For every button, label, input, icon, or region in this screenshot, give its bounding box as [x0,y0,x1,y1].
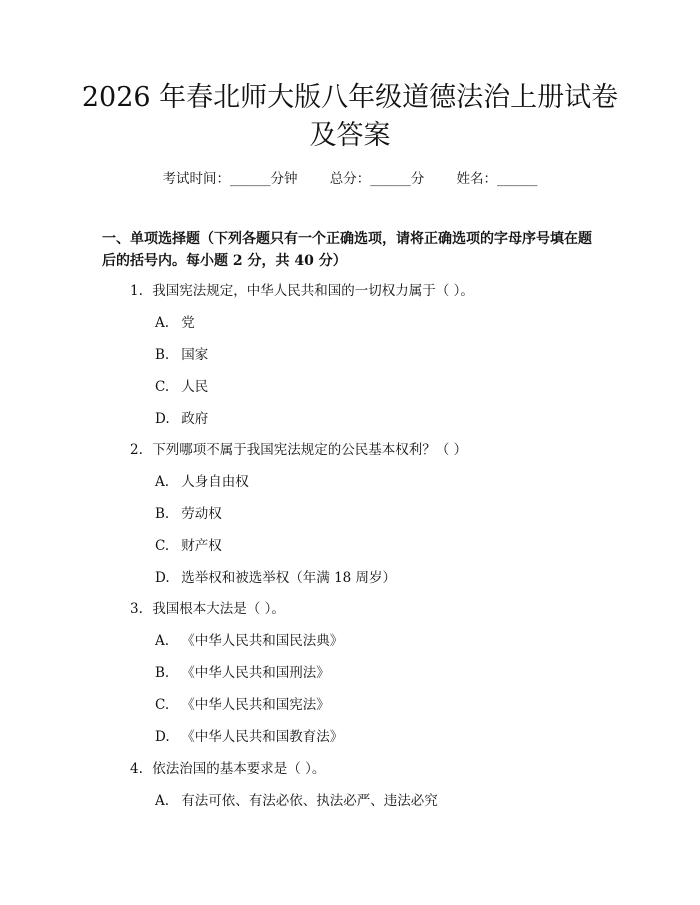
option-text: 《中华人民共和国教育法》 [181,729,344,745]
exam-meta [0,170,700,188]
option-3a [155,632,343,650]
option-1a [155,314,195,332]
option-text: 人身自由权 [181,474,249,490]
option-letter: C. [155,379,170,395]
option-text: 劳动权 [181,506,222,522]
question-number: 3. [130,601,143,617]
option-letter: B. [155,506,170,522]
question-3 [130,600,285,618]
option-letter: B. [155,347,170,363]
option-letter: D. [155,729,170,745]
student-name-field: 姓名：______ [456,171,538,187]
question-text: 我国宪法规定，中华人民共和国的一切权力属于（ ）。 [152,283,474,299]
option-text: 《中华人民共和国刑法》 [181,665,330,681]
option-text: 党 [181,315,195,331]
exam-time-field: 考试时间：______分钟 [162,171,298,187]
option-letter: C. [155,697,170,713]
option-letter: A. [155,793,170,809]
option-letter: D. [155,411,170,427]
option-letter: B. [155,665,170,681]
option-2d [155,569,396,587]
question-number: 1. [130,283,143,299]
option-1b [155,346,208,364]
question-number: 2. [130,442,143,458]
page-title-line2: 及答案 [309,120,391,151]
option-text: 有法可依、有法必依、执法必严、违法必究 [181,793,438,809]
question-4 [130,760,325,778]
question-text: 依法治国的基本要求是（ ）。 [152,761,326,777]
option-text: 财产权 [181,538,222,554]
option-letter: A. [155,315,170,331]
option-3d [155,728,343,746]
option-3c [155,696,330,714]
section-heading: 一、单项选择题（下列各题只有一个正确选项，请将正确选项的字母序号填在题后的括号内。每小题 2 分，共 40 分） [102,231,592,269]
option-letter: A. [155,633,170,649]
option-2a [155,473,249,491]
option-text: 国家 [181,347,209,363]
option-text: 选举权和被选举权（年满 18 周岁） [181,570,397,586]
option-letter: C. [155,538,170,554]
total-score-field: 总分：______分 [329,171,425,187]
option-4a [155,792,438,810]
question-text: 我国根本大法是（ ）。 [152,601,285,617]
page-title-line1: 2026 年春北师大版八年级道德法治上册试卷 [81,82,619,113]
option-text: 人民 [181,379,209,395]
option-1c [155,378,208,396]
question-2 [130,441,467,459]
option-letter: D. [155,570,170,586]
option-1d [155,410,208,428]
option-3b [155,664,330,682]
option-2b [155,505,222,523]
option-letter: A. [155,474,170,490]
question-1 [130,282,474,300]
option-2c [155,537,222,555]
question-number: 4. [130,761,143,777]
option-text: 《中华人民共和国民法典》 [181,633,344,649]
option-text: 《中华人民共和国宪法》 [181,697,330,713]
question-text: 下列哪项不属于我国宪法规定的公民基本权利？（ ） [152,442,468,458]
option-text: 政府 [181,411,209,427]
